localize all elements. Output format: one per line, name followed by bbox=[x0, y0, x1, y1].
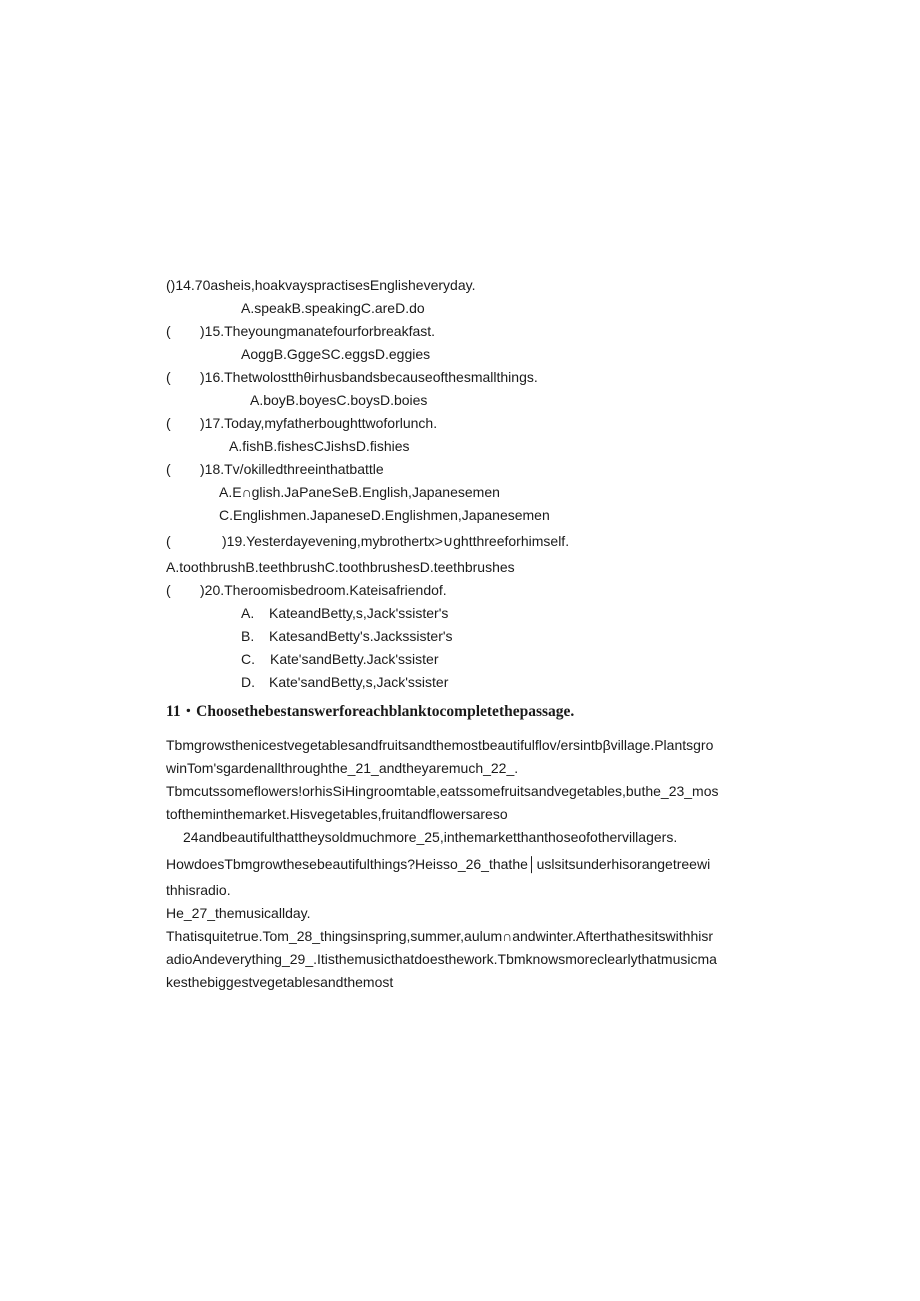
question-20-stem: )20.Theroomisbedroom.Kateisafriendof. bbox=[200, 582, 447, 598]
question-20-choice-a bbox=[241, 604, 449, 622]
question-16-options: A.boyB.boyesC.boysD.boies bbox=[250, 392, 428, 408]
passage-line: winTom'sgardenallthroughthe_21_andtheyaremuch_22_. bbox=[166, 760, 519, 776]
question-18-options-cd: C.Englishmen.JapaneseD.Englishmen,Japanesemen bbox=[219, 507, 550, 523]
choice-letter: B. bbox=[241, 628, 255, 644]
passage-line: HowdoesTbmgrowthesebeautifulthings?Heisso_26_thathe│uslsitsunderhisorangetreewi bbox=[166, 856, 711, 872]
choice-text: Kate'sandBetty,s,Jack'ssister bbox=[269, 674, 449, 690]
question-18-paren: ( bbox=[166, 461, 171, 477]
question-16-paren: ( bbox=[166, 369, 171, 385]
question-18-stem: )18.Tv/okilledthreeinthatbattle bbox=[200, 461, 384, 477]
question-15-stem: )15.Theyoungmanatefourforbreakfast. bbox=[200, 323, 436, 339]
question-17-stem: )17.Today,myfatherboughttwoforlunch. bbox=[200, 415, 438, 431]
question-19-stem: )19.Yesterdayevening,mybrothertx>∪ghtthreeforhimself. bbox=[222, 533, 570, 549]
question-17-options: A.fishB.fishesCJishsD.fishies bbox=[229, 438, 410, 454]
passage-line: 24andbeautifulthattheysoldmuchmore_25,inthemarketthanthoseofothervillagers. bbox=[183, 829, 678, 845]
passage-line: He_27_themusicallday. bbox=[166, 905, 311, 921]
question-20-choice-c bbox=[241, 650, 439, 668]
choice-letter: C. bbox=[241, 651, 255, 667]
section-heading: 11・Choosethebestanswerforeachblanktocompletethepassage. bbox=[166, 703, 575, 720]
passage-line: Tbmcutssomeflowers!orhisSiHingroomtable,eatssomefruitsandvegetables,buthe_23_mos bbox=[166, 783, 719, 799]
choice-letter: A. bbox=[241, 605, 255, 621]
question-18-options-ab: A.E∩glish.JaPaneSeB.English,Japanesemen bbox=[219, 484, 500, 500]
question-15-options: AoggB.GggeSC.eggsD.eggies bbox=[241, 346, 431, 362]
passage-line: kesthebiggestvegetablesandthemost bbox=[166, 974, 394, 990]
choice-text: KateandBetty,s,Jack'ssister's bbox=[269, 605, 449, 621]
question-14-options: A.speakB.speakingC.areD.do bbox=[241, 300, 425, 316]
passage-line: toftheminthemarket.Hisvegetables,fruitandflowersareso bbox=[166, 806, 508, 822]
choice-text: KatesandBetty's.Jackssister's bbox=[269, 628, 453, 644]
question-20-paren: ( bbox=[166, 582, 171, 598]
choice-text: Kate'sandBetty.Jack'ssister bbox=[270, 651, 439, 667]
question-20-choice-d bbox=[241, 673, 449, 691]
question-16-stem: )16.Thetwolostthθirhusbandsbecauseofthesmallthings. bbox=[200, 369, 538, 385]
question-20-choice-b bbox=[241, 627, 453, 645]
passage-line: Thatisquitetrue.Tom_28_thingsinspring,summer,aulum∩andwinter.Afterthathesitswithhisr bbox=[166, 928, 713, 944]
choice-letter: D. bbox=[241, 674, 255, 690]
passage-line: Tbmgrowsthenicestvegetablesandfruitsandthemostbeautifulflov/ersintbβvillage.Plantsgro bbox=[166, 737, 714, 753]
question-15-paren: ( bbox=[166, 323, 171, 339]
question-19-options: A.toothbrushB.teethbrushC.toothbrushesD.teethbrushes bbox=[166, 559, 515, 575]
question-19-paren: ( bbox=[166, 533, 171, 549]
question-17-paren: ( bbox=[166, 415, 171, 431]
passage-line: thhisradio. bbox=[166, 882, 231, 898]
question-14-stem: ()14.70asheis,hoakvayspractisesEnglisheveryday. bbox=[166, 277, 476, 293]
passage-line: adioAndeverything_29_.Itisthemusicthatdoesthework.Tbmknowsmoreclearlythatmusicma bbox=[166, 951, 717, 967]
